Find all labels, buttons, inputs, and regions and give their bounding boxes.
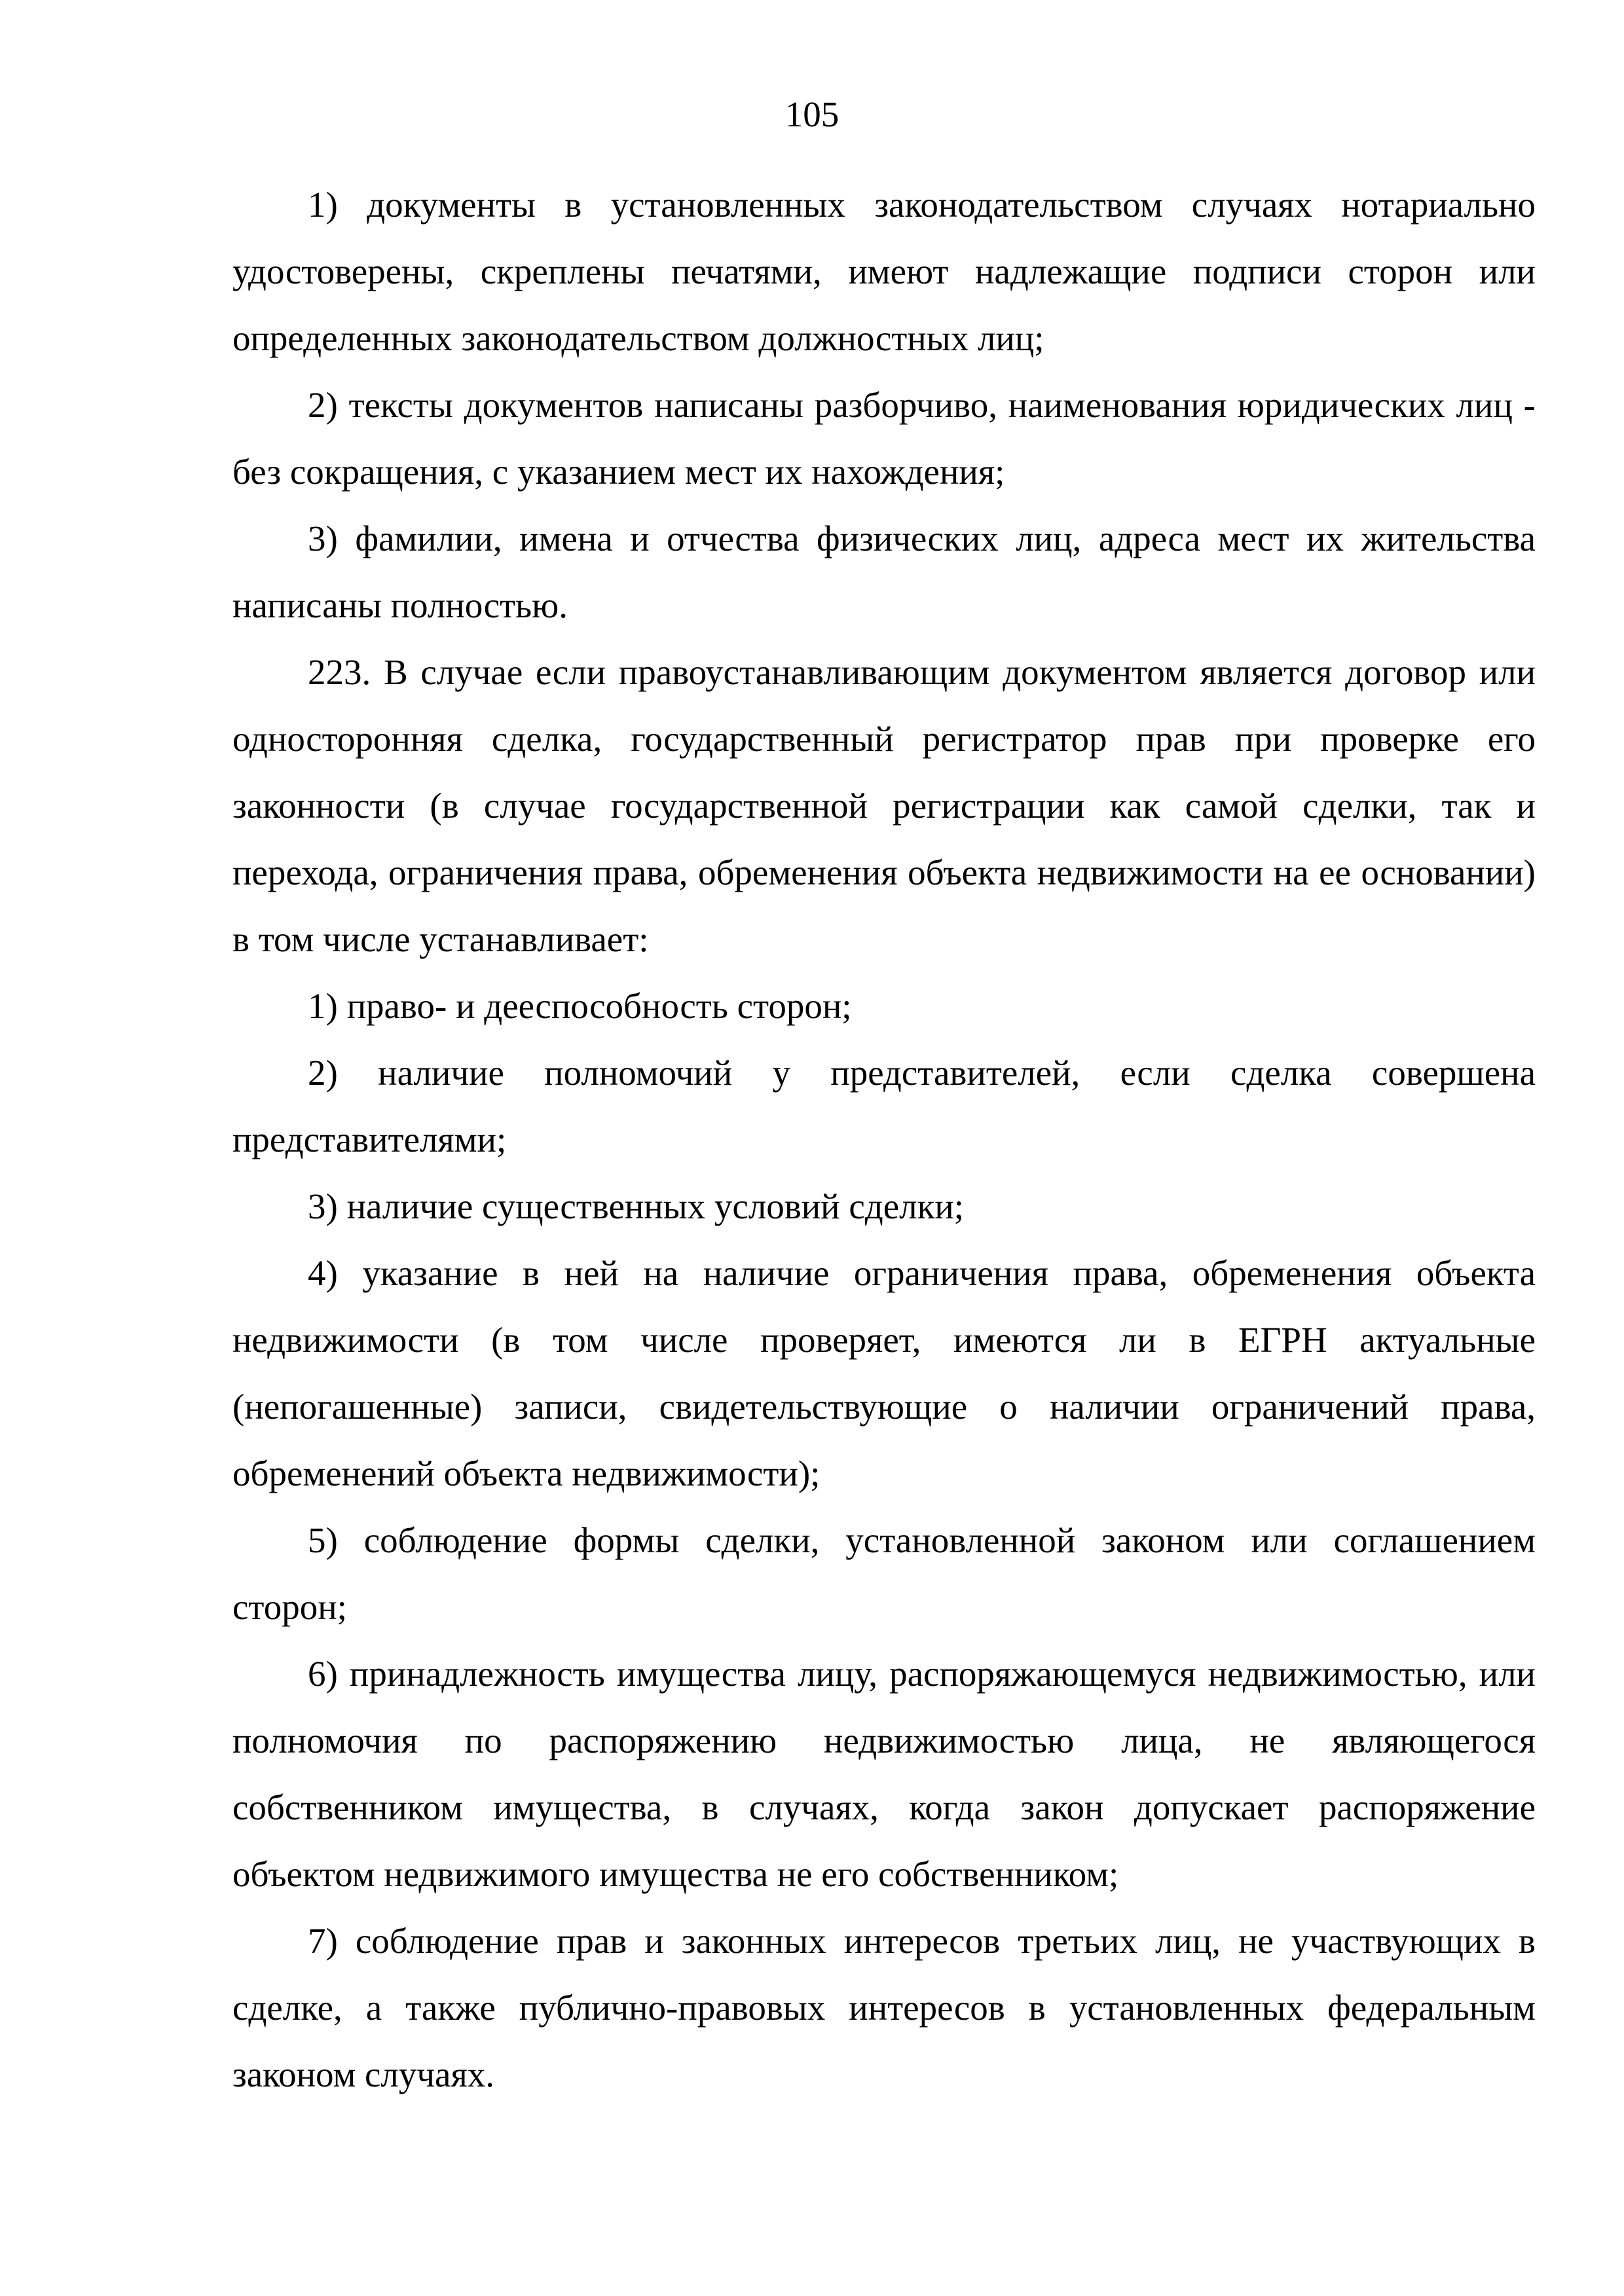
paragraph-check-4-encumbrances: 4) указание в ней на наличие ограничения права, обременения объекта недвижимости (в том числе проверяет, имеются ли в ЕГРН актуальные (непогашенные) записи, свидетельствующие о наличии ограничений права, обременений объекта недвижимости); [232, 1253, 1536, 1493]
paragraph-section-223: 223. В случае если правоустанавливающим документом является договор или односторонняя сделка, государственный регистратор прав при проверке его законности (в случае государственной регистрации как самой сделки, так и перехода, ограничения права, обременения объекта недвижимости на ее основании) в том числе устанавливает: [232, 652, 1536, 959]
paragraph-item-2-legible-texts: 2) тексты документов написаны разборчиво, наименования юридических лиц - без сокращения, с указанием мест их нахождения; [232, 385, 1536, 492]
paragraph-check-1-capacity: 1) право- и дееспособность сторон; [308, 986, 852, 1026]
paragraph-item-3-full-names: 3) фамилии, имена и отчества физических лиц, адреса мест их жительства написаны полностью. [232, 519, 1536, 625]
paragraph-check-5-form: 5) соблюдение формы сделки, установленной законом или соглашением сторон; [232, 1520, 1536, 1627]
paragraph-check-7-third-parties: 7) соблюдение прав и законных интересов третьих лиц, не участвующих в сделке, а также публично-правовых интересов в установленных федеральным законом случаях. [232, 1921, 1536, 2094]
document-body [232, 172, 1536, 2108]
paragraph-check-6-ownership: 6) принадлежность имущества лицу, распоряжающемуся недвижимостью, или полномочия по распоряжению недвижимостью лица, не являющегося собственником имущества, в случаях, когда закон допускает распоряжение объектом недвижимого имущества не его собственником; [232, 1654, 1536, 1894]
paragraph-check-2-authority: 2) наличие полномочий у представителей, если сделка совершена представителями; [232, 1053, 1536, 1159]
page-number: 105 [784, 94, 840, 134]
paragraph-item-1-notarization: 1) документы в установленных законодательством случаях нотариально удостоверены, скреплены печатями, имеют надлежащие подписи сторон или определенных законодательством должностных лиц; [232, 185, 1536, 358]
paragraph-check-3-essential-terms: 3) наличие существенных условий сделки; [308, 1186, 965, 1226]
